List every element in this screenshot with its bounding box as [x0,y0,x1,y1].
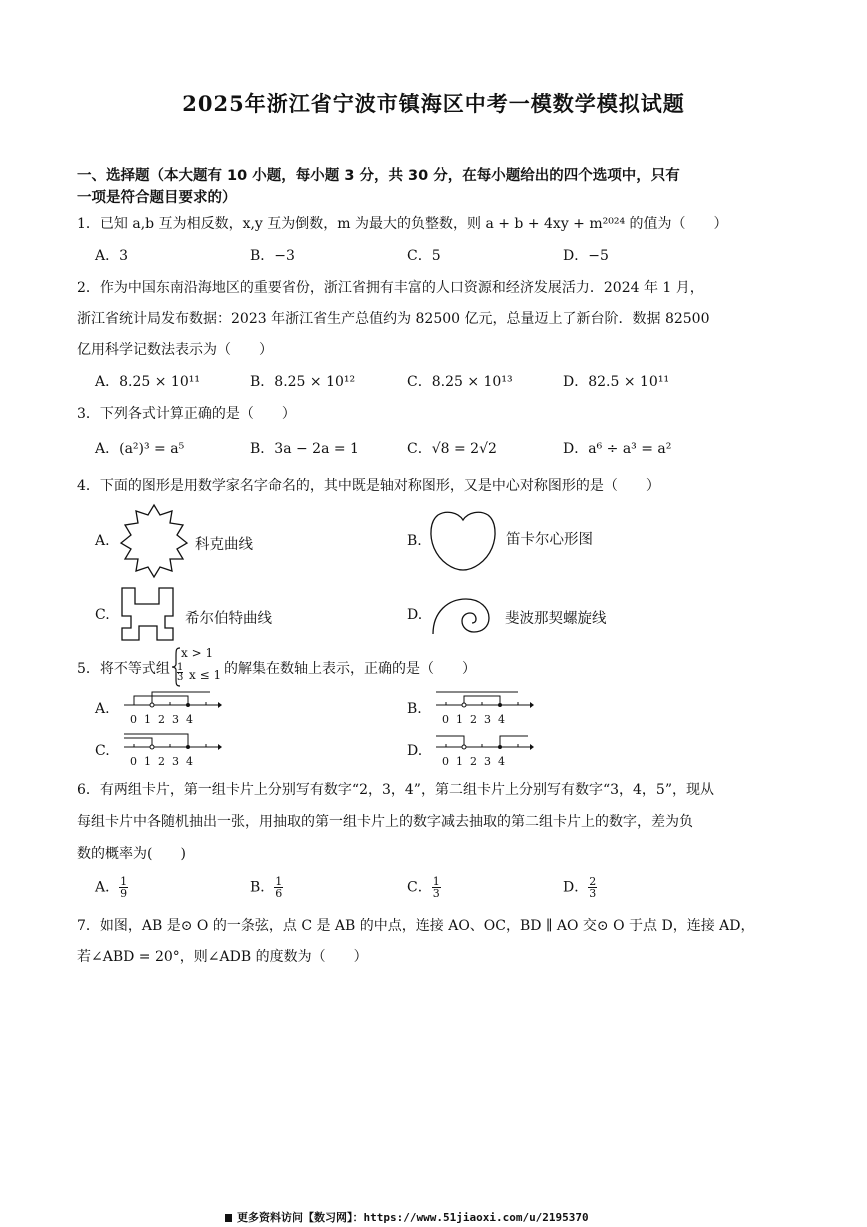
q5-ticks-c: 01234 [130,755,200,768]
q2-line3: 亿用科学记数法表示为（ ） [77,342,273,358]
q7-line2: 若∠ABD = 20°，则∠ADB 的度数为（ ） [77,949,368,965]
q4-option-b-letter: B. [407,533,422,549]
q1-option-c: C．5 [407,248,441,264]
footer-link[interactable] [225,1209,589,1225]
q6-line2: 每组卡片中各随机抽出一张，用抽取的第一组卡片上的数字减去抽取的第二组卡片上的数字，差为负 [77,814,693,830]
koch-snowflake-icon [117,503,191,579]
q6-line3: 数的概率为( ) [77,846,186,862]
q5-option-a-letter: A. [95,701,110,717]
q4-option-a-name: 科克曲线 [195,537,253,553]
q5-ticks-d: 01234 [442,755,512,768]
q6-line1: 6．有两组卡片，第一组卡片上分别写有数字“2，3，4”，第二组卡片上分别写有数字“3，4，5”，现从 [77,782,714,798]
q3-option-d: D．a⁶ ÷ a³ = a² [563,441,672,457]
q5-fraction-den: 3 [177,672,184,683]
q5-option-c-letter: C. [95,743,110,759]
hilbert-curve-icon [117,586,179,642]
q5-stem-post: 的解集在数轴上表示，正确的是（ ） [224,661,476,677]
q3-option-b: B．3a − 2a = 1 [250,441,359,457]
q7-line1: 7．如图，AB 是⊙ O 的一条弦，点 C 是 AB 的中点，连接 AO、OC，BD ∥ AO 交⊙ O 于点 D，连接 AD， [77,918,755,934]
q5-option-d-letter: D. [407,743,423,759]
q3-option-a: A．(a²)³ = a⁵ [95,441,185,457]
cardioid-icon [428,510,498,572]
q5-ticks-a: 01234 [130,713,200,726]
q2-line2: 浙江省统计局发布数据：2023 年浙江省生产总值约为 82500 亿元，总量迈上了新台阶．数据 82500 [77,311,710,327]
q4-option-a-letter: A. [95,533,110,549]
section-heading-line1: 一、选择题（本大题有 10 小题，每小题 3 分，共 30 分，在每小题给出的四个选项中，只有 [77,168,680,184]
q4-stem: 4．下面的图形是用数学家名字命名的，其中既是轴对称图形，又是中心对称图形的是（ ） [77,478,660,494]
q1-option-d: D．−5 [563,248,609,264]
q5-system-fraction [177,663,183,682]
q5-system-line1: x > 1 [181,646,214,660]
q4-option-b-name: 笛卡尔心形图 [506,532,593,548]
footer-text: 更多资料访问【数习网】：https://www.51jiaoxi.com/u/2195370 [237,1211,589,1224]
flag-icon [225,1214,232,1222]
fibonacci-spiral-icon [430,596,492,636]
q5-numberline-b [434,688,534,714]
q6-option-c: C． $\frac{1}{3}$ [407,875,440,900]
q3-option-c: C．√8 = 2√2 [407,441,497,457]
q2-option-d: D．82.5 × 10¹¹ [563,374,670,390]
q5-numberline-d [434,730,534,756]
page-title: 2025年浙江省宁波市镇海区中考一模数学模拟试题 [182,91,685,116]
q5-option-b-letter: B. [407,701,422,717]
q4-option-d-name: 斐波那契螺旋线 [505,611,607,627]
q4-option-c-letter: C. [95,607,110,623]
q1-stem: 1．已知 a,b 互为相反数，x,y 互为倒数，m 为最大的负整数，则 a + b + 4xy + m²⁰²⁴ 的值为（ ） [77,216,728,232]
q4-option-d-letter: D. [407,607,423,623]
q1-option-a: A．3 [95,248,129,264]
q6-option-b: B． $\frac{1}{6}$ [250,875,283,900]
q3-stem: 3．下列各式计算正确的是（ ） [77,406,296,422]
q2-option-a: A．8.25 × 10¹¹ [95,374,200,390]
q2-option-b: B．8.25 × 10¹² [250,374,356,390]
q2-option-c: C．8.25 × 10¹³ [407,374,513,390]
q5-stem-pre: 5．将不等式组 [77,661,170,677]
q5-numberline-c [122,730,222,756]
q2-line1: 2．作为中国东南沿海地区的重要省份，浙江省拥有丰富的人口资源和经济发展活力．2024 年 1 月， [77,280,704,296]
q6-option-d: D． $\frac{2}{3}$ [563,875,597,900]
q5-numberline-a [122,688,222,714]
q5-system-line2: x ≤ 1 [189,668,222,682]
q6-option-a: A． $\frac{1}{9}$ [95,875,128,900]
section-heading [77,165,757,209]
q5-fraction-num: 1 [177,662,184,673]
section-heading-line2: 一项是符合题目要求的） [77,190,237,206]
q1-option-b: B．−3 [250,248,295,264]
q4-option-c-name: 希尔伯特曲线 [185,611,272,627]
q5-ticks-b: 01234 [442,713,512,726]
